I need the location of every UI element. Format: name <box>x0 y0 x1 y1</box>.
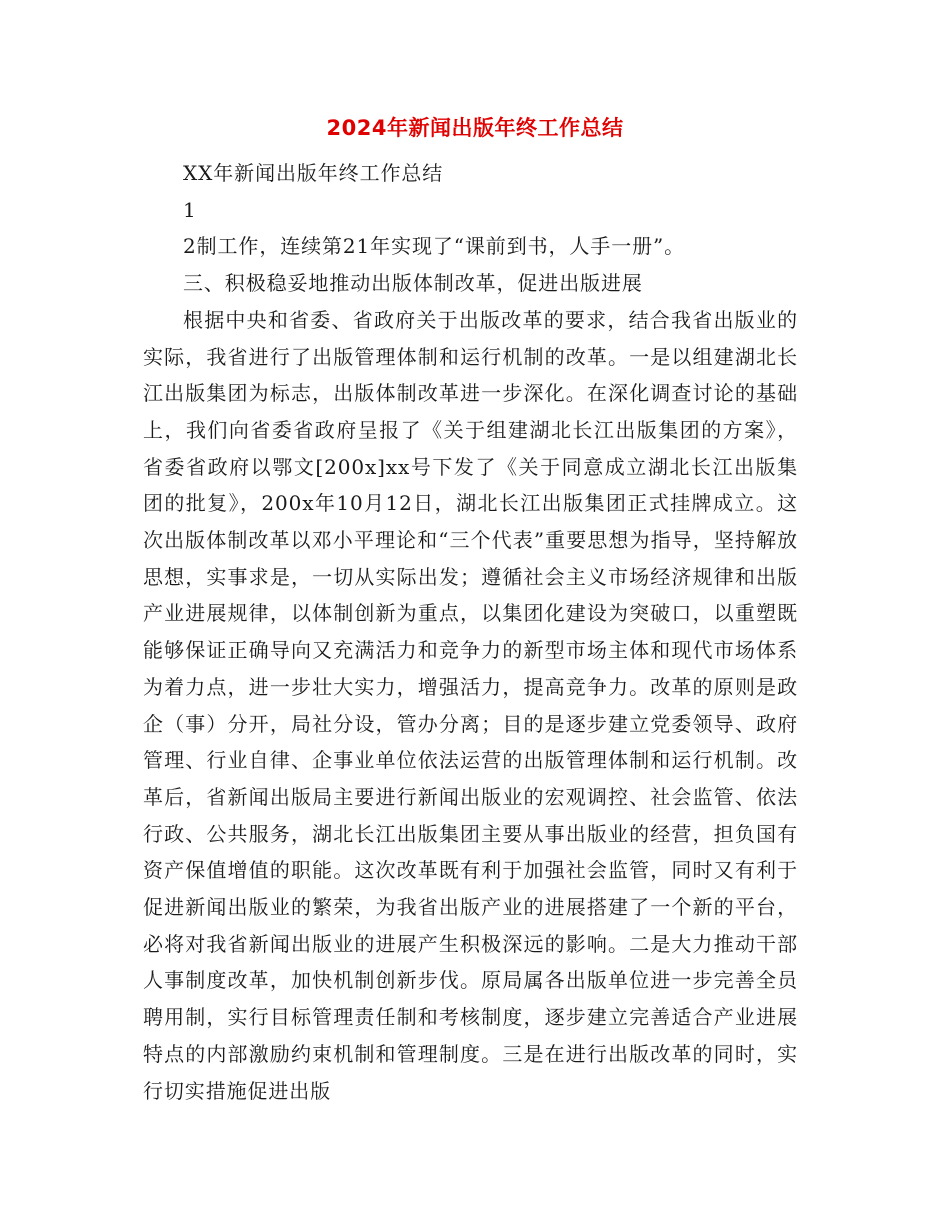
body-paragraph: 根据中央和省委、省政府关于出版改革的要求，结合我省出版业的实际，我省进行了出版管理体制和运行机制的改革。一是以组建湖北长江出版集团为标志，出版体制改革进一步深化。在深化调查讨论的基础上，我们向省委省政府呈报了《关于组建湖北长江出版集团的方案》，省委省政府以鄂文[200x]xx号下发了《关于同意成立湖北长江出版集团的批复》，200x年10月12日，湖北长江出版集团正式挂牌成立。这次出版体制改革以邓小平理论和“三个代表”重要思想为指导，坚持解放思想，实事求是，一切从实际出发；遵循社会主义市场经济规律和出版产业进展规律，以体制创新为重点，以集团化建设为突破口，以重塑既能够保证正确导向又充满活力和竞争力的新型市场主体和现代市场体系为着力点，进一步壮大实力，增强活力，提高竞争力。改革的原则是政企（事）分开，局社分设，管办分离；目的是逐步建立党委领导、政府管理、行业自律、企事业单位依法运营的出版管理体制和运行机制。改革后，省新闻出版局主要进行新闻出版业的宏观调控、社会监管、依法行政、公共服务，湖北长江出版集团主要从事出版业的经营，担负国有资产保值增值的职能。这次改革既有利于加强社会监管，同时又有利于促进新闻出版业的繁荣，为我省出版产业的进展搭建了一个新的平台，必将对我省新闻出版业的进展产生积极深远的影响。二是大力推动干部人事制度改革，加快机制创新步伐。原局属各出版单位进一步完善全员聘用制，实行目标管理责任制和考核制度，逐步建立完善适合产业进展特点的内部激励约束机制和管理制度。三是在进行出版改革的同时，实行切实措施促进出版 <box>143 307 798 1103</box>
subtitle-paragraph: XX年新闻出版年终工作总结 <box>183 161 444 185</box>
section-heading: 三、积极稳妥地推动出版体制改革，促进出版进展 <box>183 271 643 296</box>
body-paragraph: 2制工作，连续第21年实现了“课前到书，人手一册”。 <box>183 234 686 259</box>
page-number-paragraph: 1 <box>183 197 197 222</box>
document-title: 2024年新闻出版年终工作总结 <box>326 116 624 140</box>
document-body <box>143 155 798 1109</box>
